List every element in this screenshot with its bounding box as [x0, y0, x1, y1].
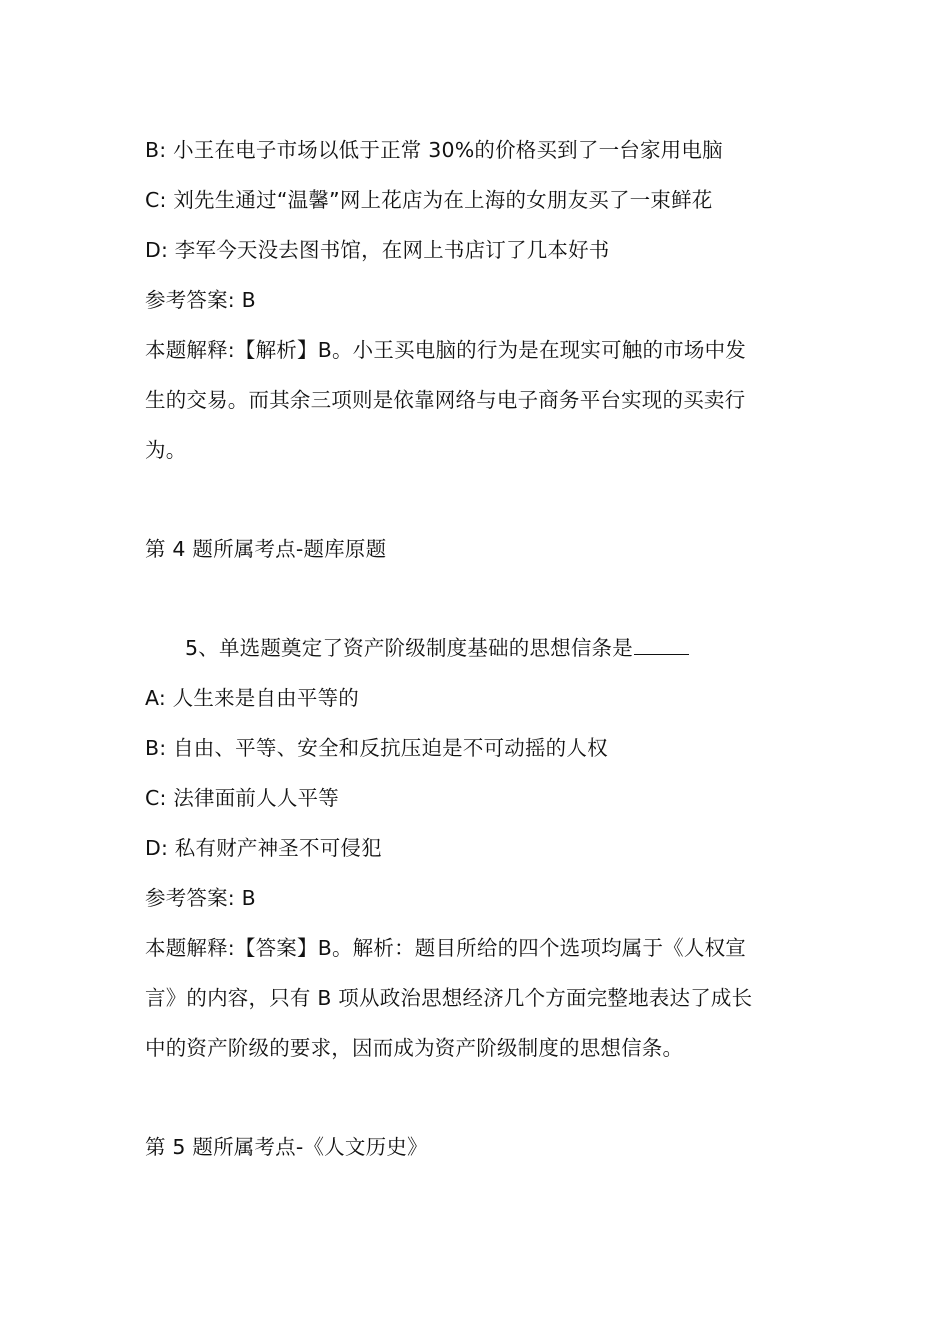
q4-explanation-line-3: 为。 — [145, 438, 187, 462]
q5-explanation-line-1: 本题解释:【答案】B。解析：题目所给的四个选项均属于《人权宣 — [145, 936, 746, 960]
q5-option-a: A: 人生来是自由平等的 — [145, 686, 359, 710]
q5-question-text: 5、单选题奠定了资产阶级制度基础的思想信条是 — [185, 636, 633, 660]
q5-option-c: C: 法律面前人人平等 — [145, 786, 339, 810]
q4-option-c: C: 刘先生通过“温馨”网上花店为在上海的女朋友买了一束鲜花 — [145, 188, 713, 212]
q5-answer: 参考答案: B — [145, 886, 256, 910]
q5-explanation-line-2: 言》的内容，只有 B 项从政治思想经济几个方面完整地表达了成长 — [145, 986, 753, 1010]
q5-option-d: D: 私有财产神圣不可侵犯 — [145, 836, 382, 860]
q5-question — [185, 634, 855, 662]
q4-topic: 第 4 题所属考点-题库原题 — [145, 537, 387, 561]
q4-option-d: D: 李军今天没去图书馆，在网上书店订了几本好书 — [145, 238, 610, 262]
q4-explanation-line-1: 本题解释:【解析】B。小王买电脑的行为是在现实可触的市场中发 — [145, 338, 746, 362]
q5-topic: 第 5 题所属考点-《人文历史》 — [145, 1135, 428, 1159]
q4-explanation-line-2: 生的交易。而其余三项则是依靠网络与电子商务平台实现的买卖行 — [145, 388, 746, 412]
q4-answer: 参考答案: B — [145, 288, 256, 312]
q5-option-b: B: 自由、平等、安全和反抗压迫是不可动摇的人权 — [145, 736, 608, 760]
answer-blank — [634, 636, 689, 655]
q4-option-b: B: 小王在电子市场以低于正常 30%的价格买到了一台家用电脑 — [145, 138, 723, 162]
q5-explanation-line-3: 中的资产阶级的要求，因而成为资产阶级制度的思想信条。 — [145, 1036, 684, 1060]
